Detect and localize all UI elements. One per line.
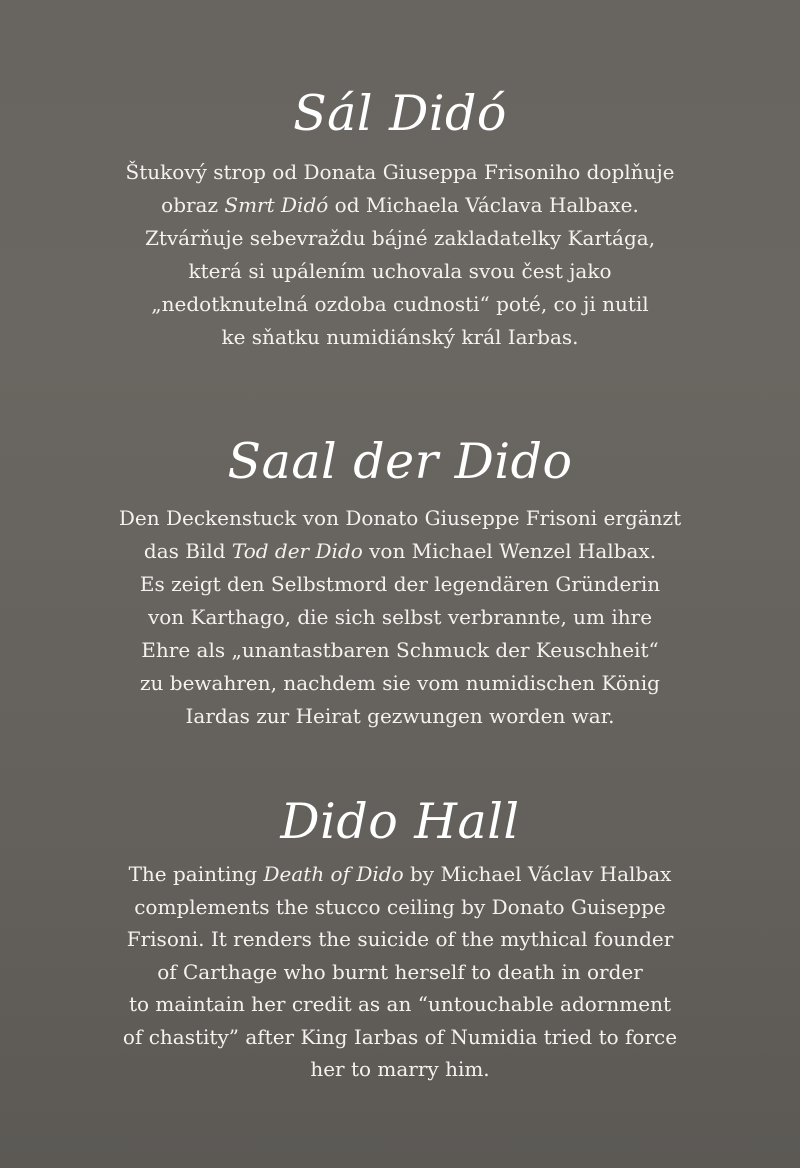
title-german: Saal der Dido <box>227 433 573 490</box>
text-line <box>0 189 800 222</box>
text-line: of chastity” after King Iarbas of Numidia tried to force <box>122 1024 678 1049</box>
artwork-title: Tod der Dido <box>231 539 363 563</box>
text-line: her to marry him. <box>310 1057 490 1081</box>
title-english: Dido Hall <box>280 793 520 850</box>
text-line: „nedotknutelná ozdoba cudnosti“ poté, co ji nutil <box>151 292 649 316</box>
paragraph-german <box>0 502 800 733</box>
artwork-title: Smrt Didó <box>224 193 329 217</box>
text-line <box>0 535 800 568</box>
text-fragment: by Michael Václav Halbax <box>403 862 672 886</box>
text-line: Den Deckenstuck von Donato Giuseppe Frisoni ergänzt <box>118 506 682 530</box>
artwork-title: Death of Dido <box>263 862 404 886</box>
text-line: Iardas zur Heirat gezwungen worden war. <box>185 704 615 728</box>
section-czech <box>0 84 800 354</box>
title-czech: Sál Didó <box>293 85 507 142</box>
text-line: von Karthago, die sich selbst verbrannte, um ihre <box>147 605 653 629</box>
text-line: Ehre als „unantastbaren Schmuck der Keuschheit“ <box>141 638 659 662</box>
paragraph-english <box>0 858 800 1086</box>
text-line: Es zeigt den Selbstmord der legendären Gründerin <box>139 572 661 596</box>
text-line <box>0 858 800 891</box>
section-english <box>0 792 800 1086</box>
text-line: complements the stucco ceiling by Donato Guiseppe <box>134 894 666 919</box>
text-line: to maintain her credit as an “untouchable adornment <box>128 992 671 1016</box>
paragraph-czech <box>0 156 800 354</box>
text-line: zu bewahren, nachdem sie vom numidischen König <box>140 671 660 695</box>
text-line: která si upálením uchovala svou čest jako <box>188 259 612 283</box>
text-fragment: obraz <box>161 193 225 217</box>
text-fragment: od Michaela Václava Halbaxe. <box>328 193 639 217</box>
text-fragment: das Bild <box>143 539 232 563</box>
text-line: ke sňatku numidiánský král Iarbas. <box>221 325 579 349</box>
text-line: of Carthage who burnt herself to death in order <box>157 959 643 984</box>
text-fragment: von Michael Wenzel Halbax. <box>362 539 657 563</box>
text-fragment: The painting <box>128 862 264 886</box>
text-line: Frisoni. It renders the suicide of the mythical founder <box>126 927 674 951</box>
text-line: Ztvárňuje sebevraždu bájné zakladatelky Kartága, <box>144 226 656 250</box>
text-line: Štukový strop od Donata Giuseppa Frisoniho doplňuje <box>125 160 675 184</box>
section-german <box>0 432 800 733</box>
